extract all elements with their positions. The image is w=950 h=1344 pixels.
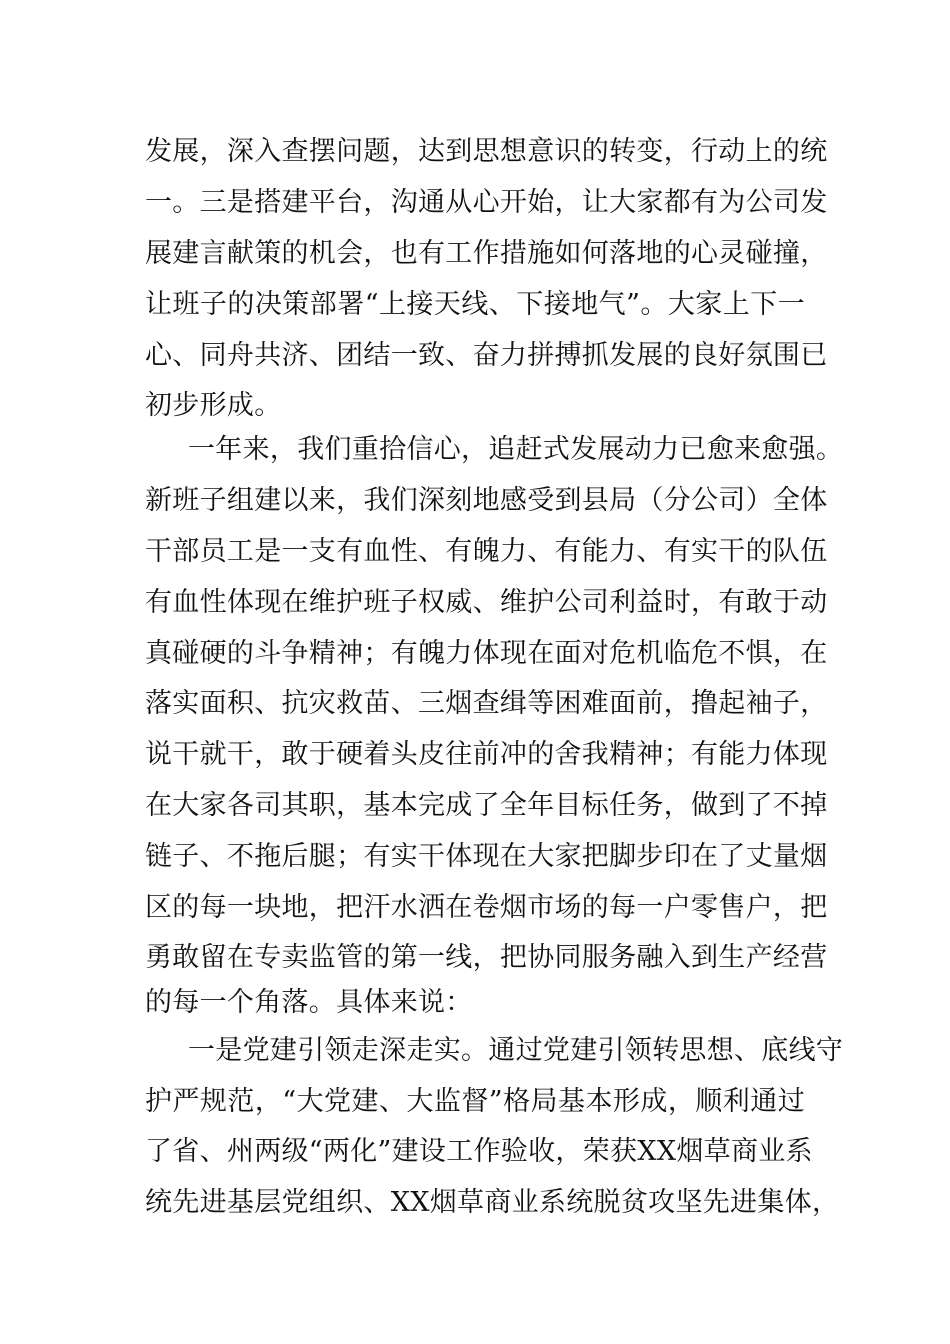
text-line: 让班子的决策部署“上接天线、下接地气”。大家上下一 (145, 289, 805, 320)
text-line: 发展，深入查摆问题，达到思想意识的转变，行动上的统 (145, 136, 828, 167)
text-line: 的每一个角落。具体来说： (145, 987, 473, 1018)
text-line: 落实面积、抗灾救苗、三烟查缉等困难面前，撸起袖子， (145, 688, 828, 719)
text-line: 了省、州两级“两化”建设工作验收，荣获XX烟草商业系 (145, 1136, 813, 1167)
text-line: 展建言献策的机会，也有工作措施如何落地的心灵碰撞， (145, 238, 828, 269)
text-line: 在大家各司其职，基本完成了全年目标任务，做到了不掉 (145, 790, 828, 821)
paragraph-first-line: 一年来，我们重拾信心，追赶式发展动力已愈来愈强。 (188, 434, 844, 465)
text-line: 干部员工是一支有血性、有魄力、有能力、有实干的队伍 (145, 536, 828, 567)
text-line: 统先进基层党组织、XX烟草商业系统脱贫攻坚先进集体， (145, 1187, 840, 1218)
text-line: 真碰硬的斗争精神；有魄力体现在面对危机临危不惧，在 (145, 638, 828, 669)
text-line: 有血性体现在维护班子权威、维护公司利益时，有敢于动 (145, 587, 828, 618)
text-line: 勇敢留在专卖监管的第一线，把协同服务融入到生产经营 (145, 942, 828, 973)
paragraph-first-line: 一是党建引领走深走实。通过党建引领转思想、底线守 (188, 1035, 844, 1066)
text-line: 区的每一块地，把汗水洒在卷烟市场的每一户零售户，把 (145, 892, 828, 923)
text-line: 新班子组建以来，我们深刻地感受到县局（分公司）全体 (145, 485, 828, 516)
text-line: 链子、不拖后腿；有实干体现在大家把脚步印在了丈量烟 (145, 841, 828, 872)
text-line: 一。三是搭建平台，沟通从心开始，让大家都有为公司发 (145, 187, 828, 218)
text-line: 心、同舟共济、团结一致、奋力拼搏抓发展的良好氛围已 (145, 340, 828, 371)
text-line: 初步形成。 (145, 390, 282, 421)
text-line: 说干就干，敢于硬着头皮往前冲的舍我精神；有能力体现 (145, 739, 828, 770)
text-line: 护严规范，“大党建、大监督”格局基本形成，顺利通过 (145, 1086, 805, 1117)
